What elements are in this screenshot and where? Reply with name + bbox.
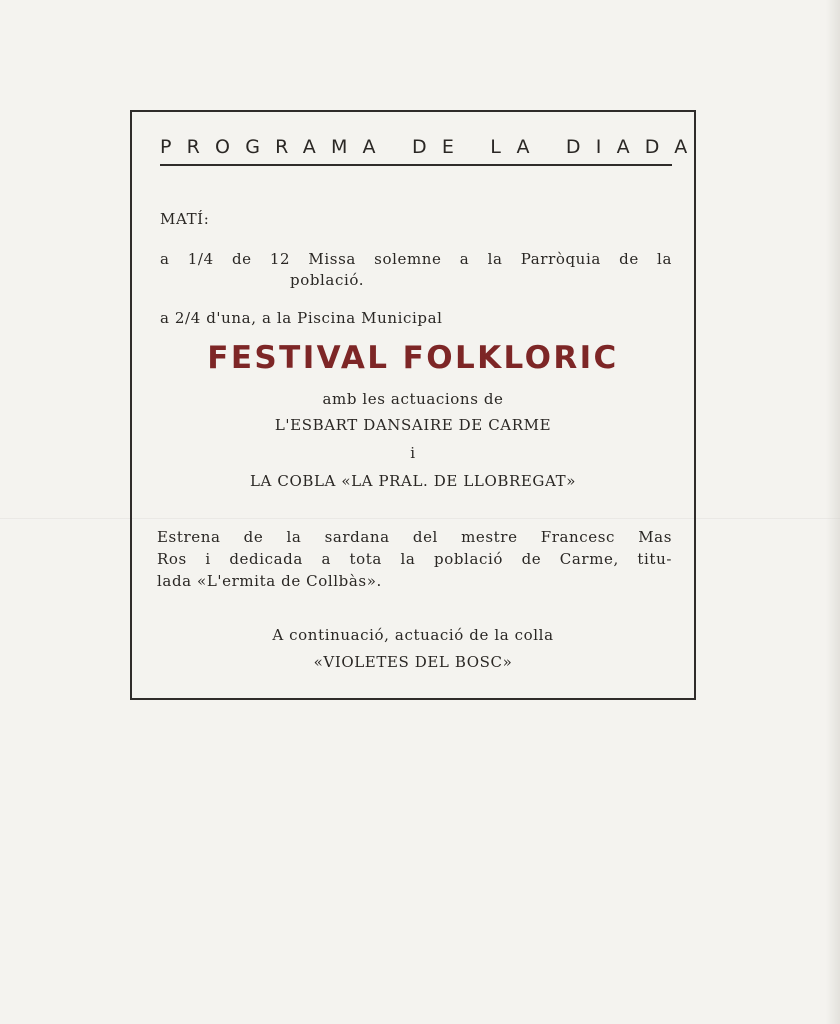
mass-line-2: població. <box>290 271 365 289</box>
program-frame <box>130 110 703 700</box>
performances-intro: amb les actuacions de <box>322 390 504 408</box>
group-cobla: LA COBLA «LA PRAL. DE LLOBREGAT» <box>250 472 576 490</box>
pool-line: a 2/4 d'una, a la Piscina Municipal <box>160 309 443 327</box>
program-title: PROGRAMA DE LA DIADA <box>160 136 703 158</box>
premiere-line-2: Ros i dedicada a tota la població de Carme, titu- <box>157 550 672 568</box>
paper-edge <box>826 0 840 1024</box>
festival-title: FESTIVAL FOLKLORIC <box>207 340 619 376</box>
premiere-line-1: Estrena de la sardana del mestre Francesc Mas <box>157 528 672 546</box>
continuation-line-2: «VIOLETES DEL BOSC» <box>313 653 513 671</box>
conjunction: i <box>410 444 416 462</box>
mass-line-1: a 1/4 de 12 Missa solemne a la Parròquia de la <box>160 250 672 268</box>
title-underline <box>160 164 672 166</box>
premiere-line-3: lada «L'ermita de Collbàs». <box>157 572 382 590</box>
section-heading: MATÍ: <box>160 210 210 228</box>
group-esbart: L'ESBART DANSAIRE DE CARME <box>274 416 552 434</box>
continuation-line-1: A continuació, actuació de la colla <box>272 626 554 644</box>
